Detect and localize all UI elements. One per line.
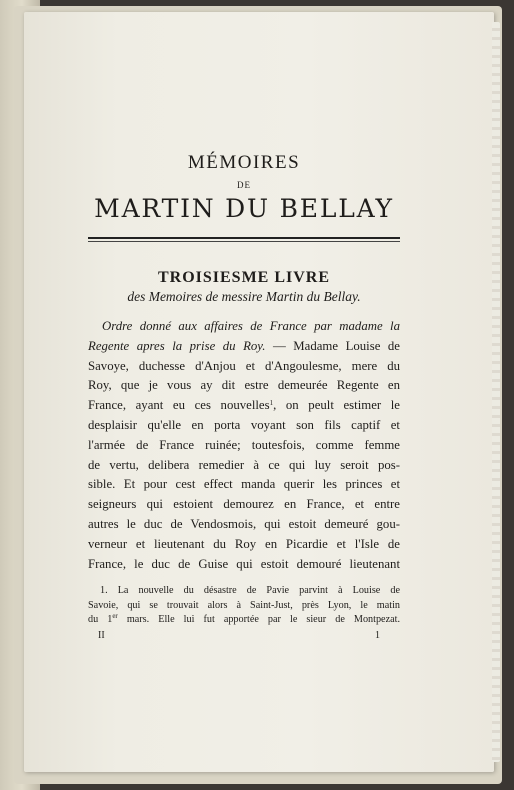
title-memoires: MÉMOIRES bbox=[187, 152, 301, 173]
body-line: seigneurs qui estoient demourez en France, et entre bbox=[88, 497, 400, 512]
title-de: DE bbox=[237, 180, 251, 190]
book-page bbox=[24, 12, 494, 772]
body-line: verneur et lieutenant du Roy en Picardie et l'Isle de bbox=[88, 536, 400, 551]
body-line-part: , on peult estimer le bbox=[273, 398, 400, 413]
rule-thin bbox=[88, 241, 400, 242]
signature-mark: 1 bbox=[375, 629, 380, 641]
section-heading: TROISIESME LIVRE bbox=[157, 269, 331, 286]
volume-number: II bbox=[98, 629, 105, 641]
title-author: MARTIN DU BELLAY bbox=[94, 194, 394, 223]
double-rule bbox=[88, 237, 400, 243]
body-line: Savoye, duchesse d'Anjou et d'Angoulesme, mere du bbox=[88, 358, 400, 373]
body-line: Ordre donné aux affaires de France par madame la bbox=[102, 319, 400, 333]
footnote-superscript: er bbox=[112, 612, 118, 621]
footnote-line bbox=[88, 613, 400, 628]
body-line bbox=[88, 396, 400, 416]
body-line-rest: — Madame Louise de bbox=[265, 338, 400, 353]
body-line: France, le duc de Guise qui estoit demouré lieutenant bbox=[88, 556, 400, 571]
body-line: autres le duc de Vendosmois, qui estoit demeuré gou- bbox=[88, 516, 400, 531]
body-line bbox=[88, 337, 400, 357]
body-line-part: France, ayant eu ces nouvelles bbox=[88, 398, 270, 413]
rule-thick bbox=[88, 237, 400, 239]
body-line: desplaisir qu'elle en porta voyant son fils captif et bbox=[88, 417, 400, 432]
footnote-line: Savoie, qui se trouvait alors à Saint-Just, près Lyon, le matin bbox=[88, 599, 400, 611]
body-line-italic: Regente apres la prise du Roy. bbox=[88, 338, 266, 353]
section-subtitle: des Memoires de messire Martin du Bellay. bbox=[127, 289, 361, 304]
page-folio bbox=[88, 630, 400, 641]
body-line: de vertu, delibera remedier à ce qui luy seroit pos- bbox=[88, 457, 400, 472]
body-line: Roy, que je vous ay dit estre demeurée Regente en bbox=[88, 378, 400, 393]
body-line: sible. Et pour cest effect manda querir les princes et bbox=[88, 477, 400, 492]
footnote-marker: 1 bbox=[269, 399, 274, 408]
footnote-part: du 1 bbox=[88, 614, 113, 626]
page-content bbox=[88, 152, 400, 641]
footnote-part: mars. Elle lui fut apportée par le sieur de Montpezat. bbox=[117, 614, 400, 626]
body-line: l'armée de France ruinée; toutesfois, comme femme bbox=[88, 437, 400, 452]
body-paragraph bbox=[88, 317, 400, 574]
footnote-line: 1. La nouvelle du désastre de Pavie parvint à Louise de bbox=[100, 585, 400, 597]
footnote bbox=[88, 584, 400, 628]
